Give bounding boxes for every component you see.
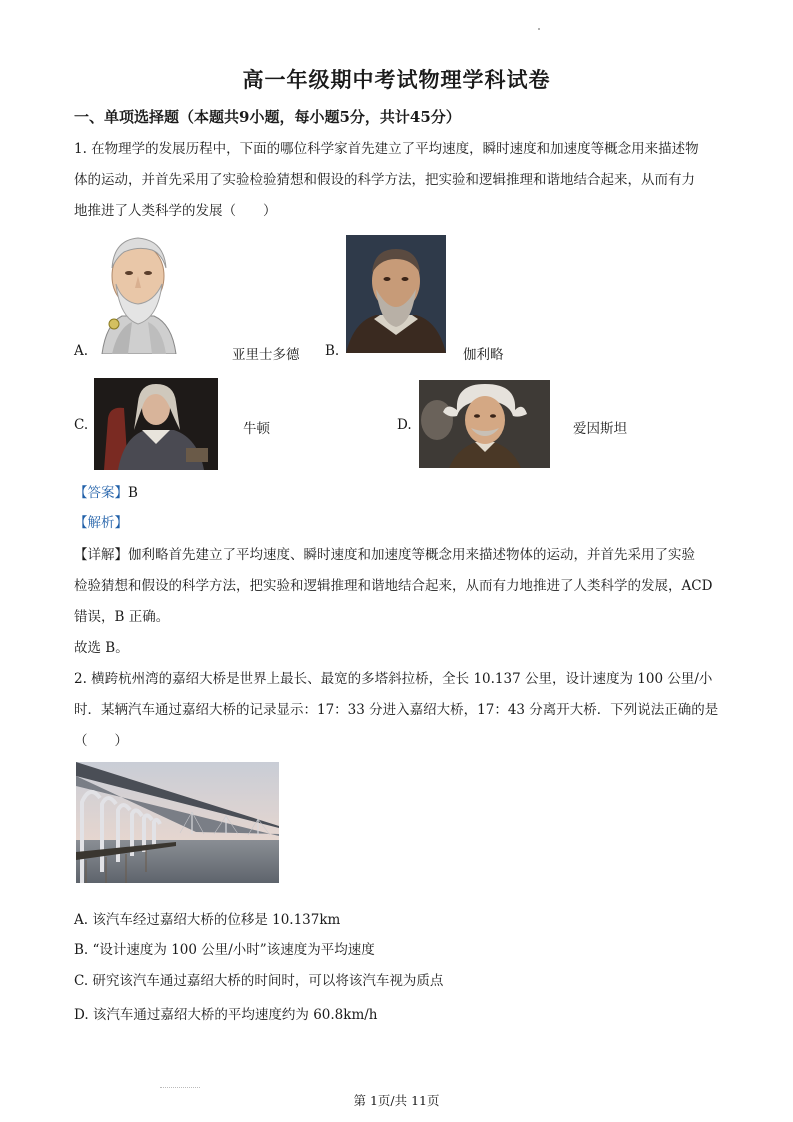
q1-answer — [74, 483, 138, 503]
aristotle-portrait — [92, 228, 184, 354]
q1-option-d-letter: D. — [397, 417, 412, 433]
analysis-tag: 【解析】 — [74, 515, 128, 531]
section-heading: 一、单项选择题（本题共9小题，每小题5分，共计45分） — [74, 108, 461, 126]
q2-line-3: （ ） — [74, 733, 128, 749]
q1-detail-line-1 — [74, 545, 695, 565]
q2-option-a: A. 该汽车经过嘉绍大桥的位移是 10.137km — [74, 912, 341, 928]
q1-option-b-letter: B. — [325, 343, 340, 359]
page-title: 高一年级期中考试物理学科试卷 — [242, 67, 551, 92]
q1-conclusion: 故选 B。 — [74, 640, 129, 656]
galileo-portrait — [346, 235, 446, 353]
einstein-portrait — [419, 380, 550, 468]
bridge-photo — [76, 762, 279, 883]
q1-line-3: 地推进了人类科学的发展（ ） — [74, 203, 277, 219]
q2-option-c: C. 研究该汽车通过嘉绍大桥的时间时，可以将该汽车视为质点 — [74, 973, 444, 989]
q2-line-1: 2. 横跨杭州湾的嘉绍大桥是世界上最长、最宽的多塔斜拉桥，全长 10.137 公里，设计速度为 100 公里/小 — [74, 671, 713, 687]
q1-line-2: 体的运动，并首先采用了实验检验猜想和假设的科学方法，把实验和逻辑推理和谐地结合起来，从而有力 — [74, 172, 695, 188]
page-footer: 第 1页/共 11页 — [353, 1093, 440, 1108]
q1-option-a-name: 亚里士多德 — [232, 347, 300, 363]
answer-value: B — [128, 485, 138, 501]
q2-line-2: 时．某辆汽车通过嘉绍大桥的记录显示：17：33 分进入嘉绍大桥，17：43 分离开大桥．下列说法正确的是 — [74, 702, 719, 718]
q2-option-b: B. “设计速度为 100 公里/小时”该速度为平均速度 — [74, 942, 375, 958]
q1-line-1: 1. 在物理学的发展历程中，下面的哪位科学家首先建立了平均速度，瞬时速度和加速度等概念用来描述物 — [74, 141, 699, 157]
answer-tag: 【答案】 — [74, 485, 128, 501]
q1-option-a-letter: A. — [74, 343, 89, 359]
q1-detail-line-3: 错误，B 正确。 — [74, 609, 170, 625]
q2-option-d: D. 该汽车通过嘉绍大桥的平均速度约为 60.8km/h — [74, 1007, 378, 1023]
detail-tag: 【详解】 — [74, 547, 128, 563]
q1-detail-line-2: 检验猜想和假设的科学方法，把实验和逻辑推理和谐地结合起来，从而有力地推进了人类科学的发展，ACD — [74, 578, 713, 594]
q1-option-d-name: 爱因斯坦 — [573, 421, 627, 437]
page-speck — [538, 28, 540, 30]
newton-portrait — [94, 378, 218, 470]
q1-option-c-letter: C. — [74, 417, 89, 433]
q1-option-c-name: 牛顿 — [243, 421, 270, 437]
detail-text-1: 伽利略首先建立了平均速度、瞬时速度和加速度等概念用来描述物体的运动，并首先采用了实验 — [128, 547, 695, 563]
q1-option-b-name: 伽利略 — [463, 347, 504, 363]
footer-speck — [160, 1087, 200, 1088]
